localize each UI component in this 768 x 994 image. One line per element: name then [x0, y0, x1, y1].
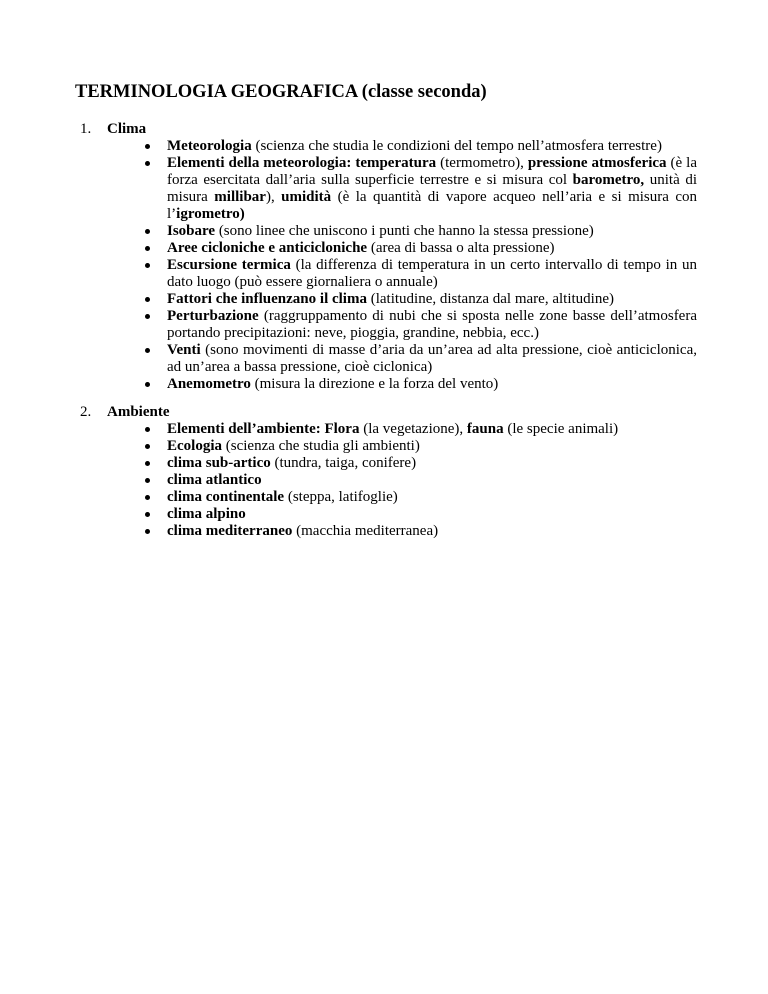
term-keyword: Isobare — [167, 223, 216, 239]
bullet-icon — [145, 246, 150, 251]
list-item-text: clima mediterraneo (macchia mediterranea) — [167, 523, 439, 539]
list-item — [0, 506, 697, 523]
bullet-icon — [145, 229, 150, 234]
bullet-icon — [145, 529, 150, 534]
document-title: TERMINOLOGIA GEOGRAFICA (classe seconda) — [75, 82, 487, 102]
list-item-text: clima continentale (steppa, latifoglie) — [167, 489, 398, 505]
list-item — [0, 240, 697, 257]
list-item-text: Isobare (sono linee che uniscono i punti che hanno la stessa pressione) — [167, 223, 594, 239]
bullet-icon — [145, 348, 150, 353]
section-heading — [80, 404, 170, 421]
bullet-icon — [145, 427, 150, 432]
term-keyword: millibar — [214, 189, 266, 205]
list-item — [0, 489, 697, 506]
list-item — [0, 421, 697, 438]
bullet-icon — [145, 263, 150, 268]
section-number: 2. — [80, 404, 92, 420]
term-keyword: clima mediterraneo — [167, 523, 293, 539]
list-item — [0, 376, 697, 393]
list-item — [0, 438, 697, 455]
bullet-icon — [145, 382, 150, 387]
bullet-icon — [145, 444, 150, 449]
list-item — [0, 523, 697, 540]
bullet-icon — [145, 314, 150, 319]
list-item-text: Elementi dell’ambiente: Flora (la vegetazione), fauna (le specie animali) — [167, 421, 619, 437]
term-keyword: pressione atmosferica — [527, 155, 667, 171]
term-keyword: Ecologia — [167, 438, 222, 454]
term-keyword: clima atlantico — [167, 472, 262, 488]
term-keyword: Meteorologia — [167, 138, 252, 154]
list-item — [0, 308, 697, 342]
bullet-icon — [145, 161, 150, 166]
list-item — [0, 257, 697, 291]
list-item — [0, 472, 697, 489]
term-keyword: Escursione termica — [167, 257, 291, 273]
term-keyword: Perturbazione — [167, 308, 259, 324]
term-keyword: umidità — [281, 189, 332, 205]
list-item-text: Ecologia (scienza che studia gli ambienti) — [167, 438, 420, 454]
list-item-text: Meteorologia (scienza che studia le condizioni del tempo nell’atmosfera terrestre) — [167, 138, 662, 154]
term-keyword: Venti — [167, 342, 201, 358]
bullet-icon — [145, 495, 150, 500]
section-title: Ambiente — [107, 404, 170, 420]
bullet-icon — [145, 297, 150, 302]
term-keyword: clima sub-artico — [167, 455, 271, 471]
list-item — [0, 155, 697, 223]
list-item-text: clima sub-artico (tundra, taiga, conifere) — [167, 455, 417, 471]
list-item-text: Elementi della meteorologia: temperatura (termometro), pressione atmosferica (è la forza esercitata dall’aria sulla superficie terrestre e si misura col barometro, unità di misura millibar), umidità (è la quantità di vapore acqueo nell’aria e si misura con l’igrometro) — [167, 155, 698, 222]
section-title: Clima — [107, 121, 147, 137]
list-item — [0, 223, 697, 240]
list-item — [0, 138, 697, 155]
section-heading — [80, 121, 146, 138]
bullet-icon — [145, 461, 150, 466]
list-item-text: Fattori che influenzano il clima (latitudine, distanza dal mare, altitudine) — [167, 291, 614, 307]
term-keyword: clima continentale — [167, 489, 285, 505]
term-keyword: Elementi dell’ambiente: Flora — [167, 421, 360, 437]
term-keyword: Elementi della meteorologia: temperatura — [167, 155, 437, 171]
term-list — [0, 421, 768, 540]
list-item-text: Aree cicloniche e anticicloniche (area di bassa o alta pressione) — [167, 240, 555, 256]
list-item-text — [167, 506, 697, 523]
bullet-icon — [145, 512, 150, 517]
bullet-icon — [145, 144, 150, 149]
term-keyword: Aree cicloniche e anticicloniche — [167, 240, 368, 256]
term-keyword: Anemometro — [167, 376, 251, 392]
term-keyword: barometro, — [572, 172, 645, 188]
term-list — [0, 138, 768, 393]
list-item-text: Escursione termica (la differenza di temperatura in un certo intervallo di tempo in un dato luogo (può essere giornaliera o annuale) — [167, 257, 698, 290]
term-keyword: igrometro) — [176, 206, 245, 222]
list-item — [0, 455, 697, 472]
term-keyword: clima alpino — [167, 506, 246, 522]
list-item-text: Perturbazione (raggruppamento di nubi che si sposta nelle zone basse dell’atmosfera portando precipitazioni: neve, pioggia, grandine, nebbia, ecc.) — [167, 308, 697, 341]
list-item-text — [167, 472, 697, 489]
bullet-icon — [145, 478, 150, 483]
list-item-text: Venti (sono movimenti di masse d’aria da un’area ad alta pressione, cioè anticiclonica, ad un’area a bassa pressione, cioè ciclonica) — [167, 342, 697, 375]
section-number: 1. — [80, 121, 92, 137]
term-keyword: Fattori che influenzano il clima — [167, 291, 367, 307]
list-item — [0, 342, 697, 376]
term-keyword: fauna — [466, 421, 504, 437]
list-item — [0, 291, 697, 308]
list-item-text: Anemometro (misura la direzione e la forza del vento) — [167, 376, 499, 392]
